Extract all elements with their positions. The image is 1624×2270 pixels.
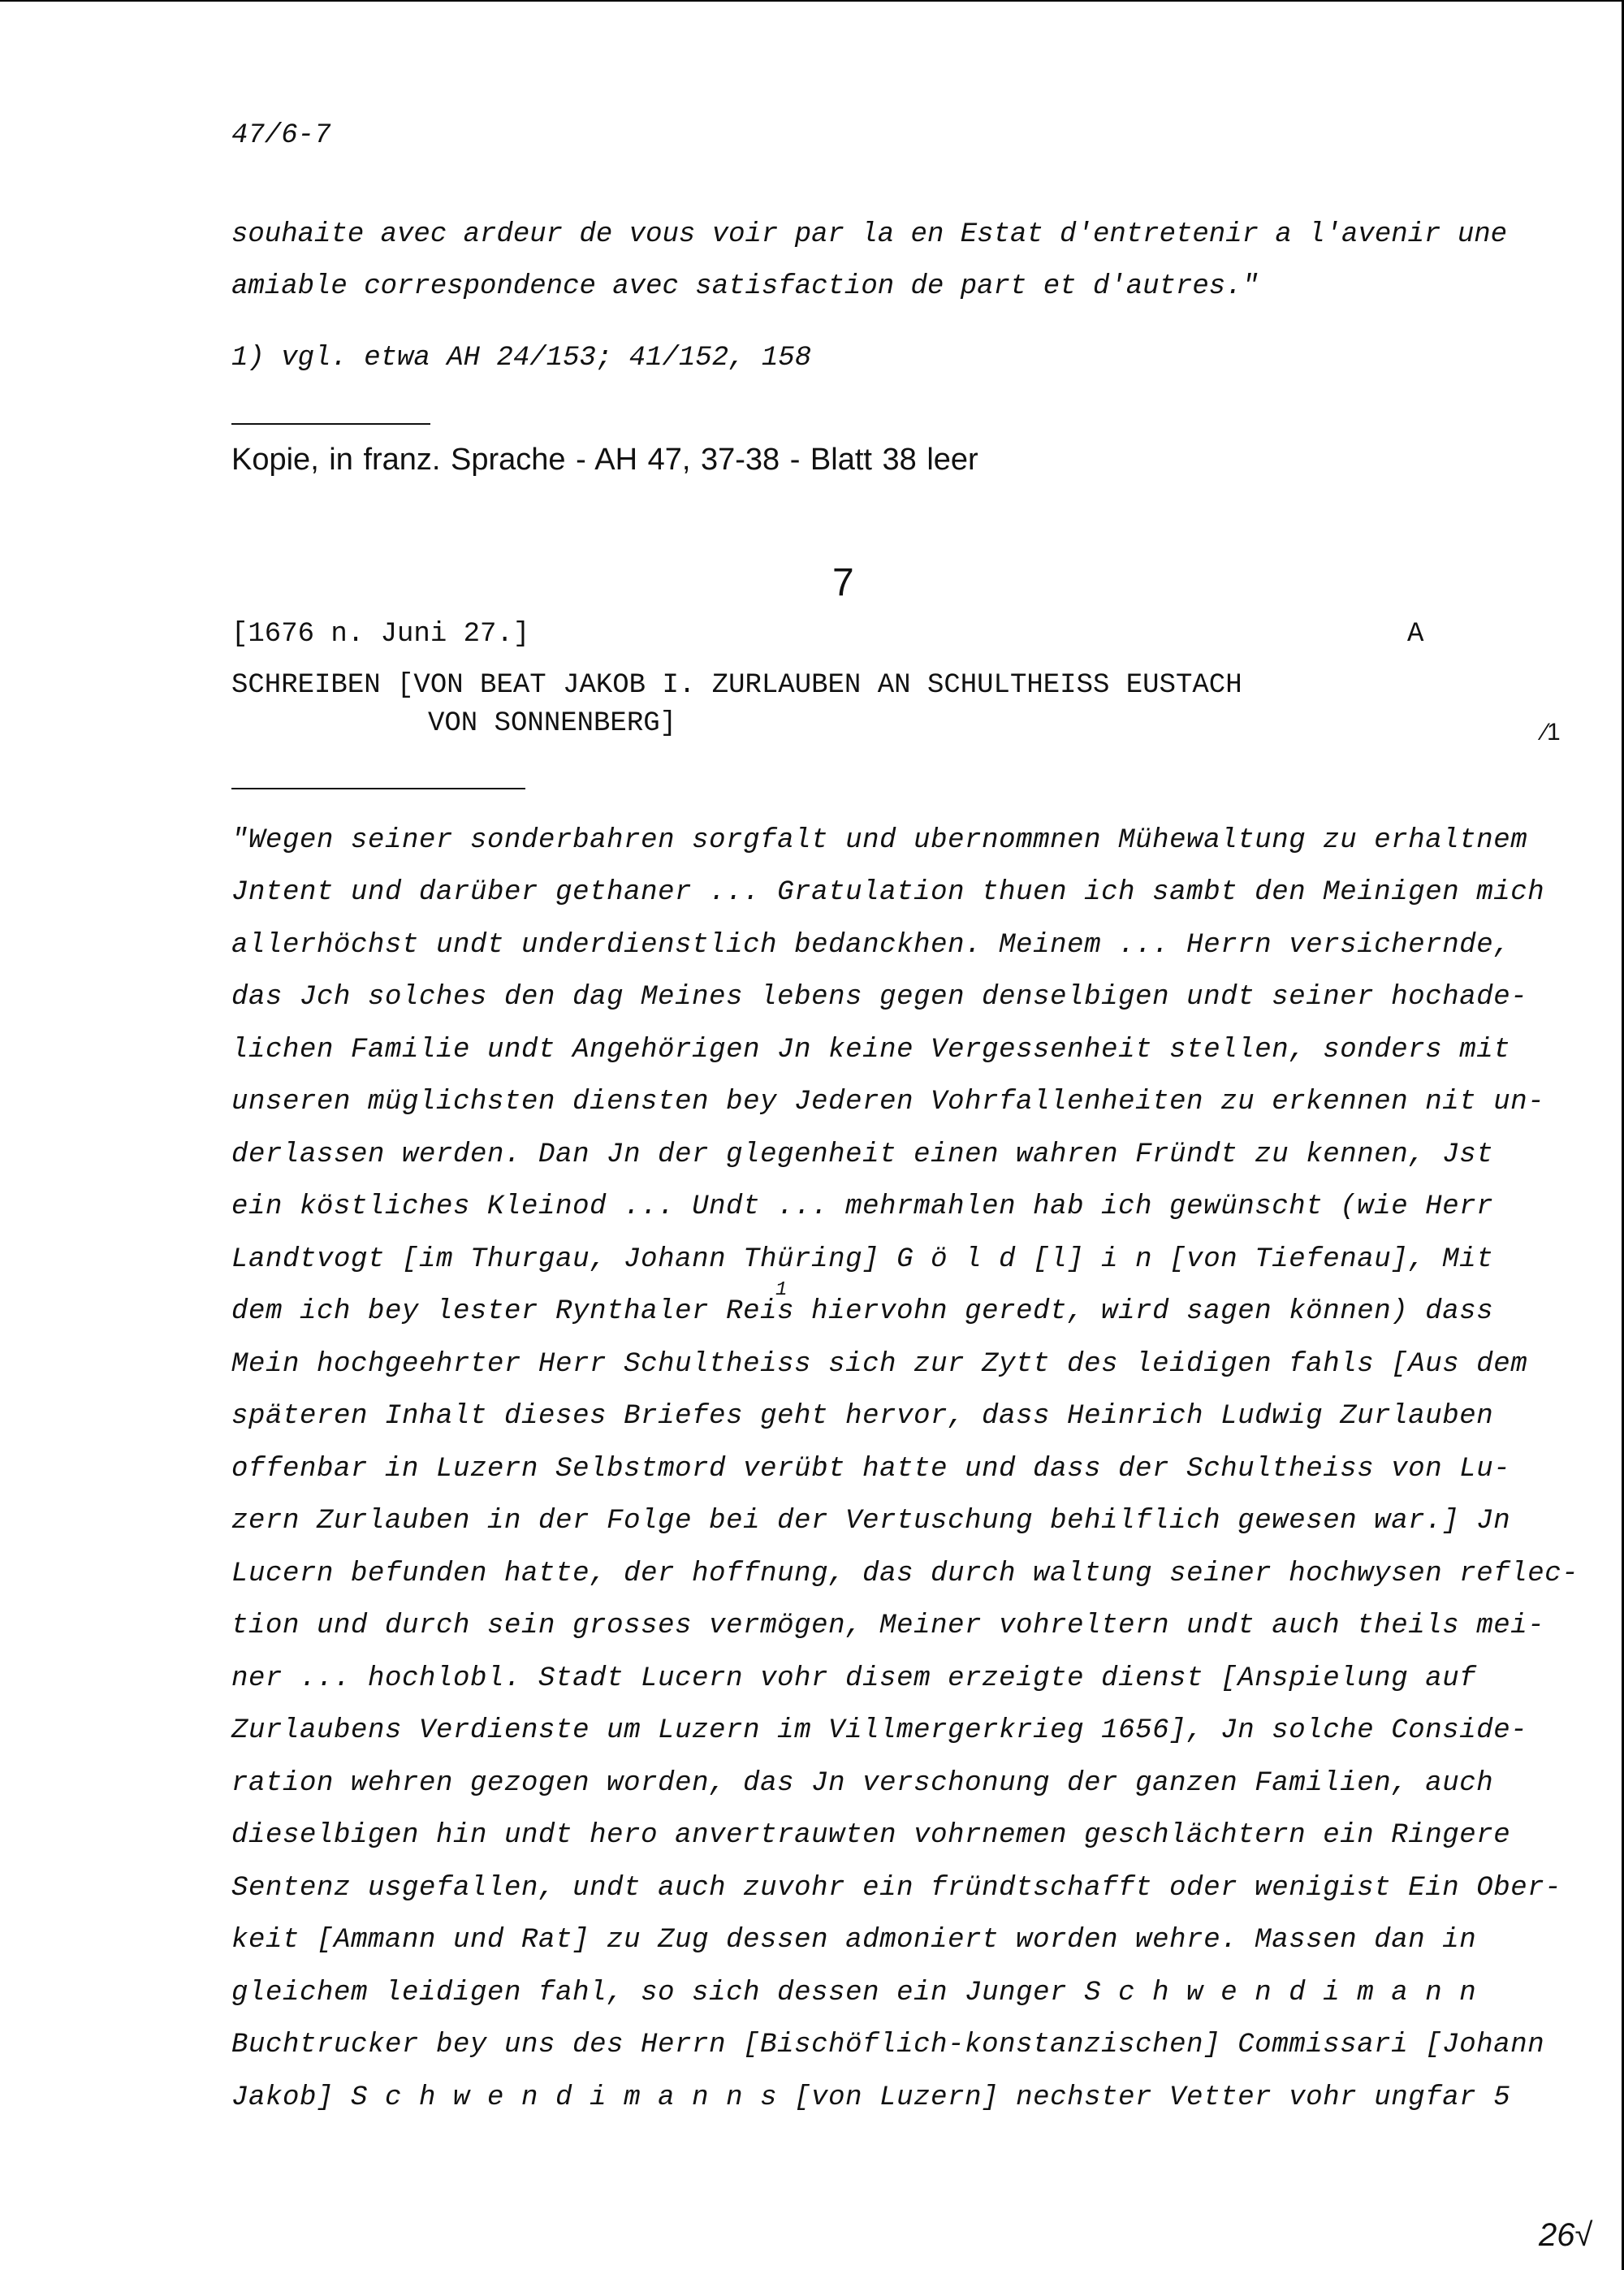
body-line: dieselbigen hin undt hero anvertrauwten vohrnemen geschlächtern ein Ringere: [231, 1820, 1511, 1851]
body-line: zern Zurlauben in der Folge bei der Vertuschung behilflich gewesen war.] Jn: [231, 1506, 1511, 1537]
document-marker: A: [1407, 619, 1424, 650]
body-line: ner ... hochlobl. Stadt Lucern vohr disem erzeigte dienst [Anspielung auf: [231, 1663, 1477, 1694]
footnote-divider: [231, 423, 430, 425]
handwritten-page-number: 26√: [1539, 2217, 1593, 2253]
document-number: 7: [832, 561, 854, 604]
body-line: lichen Familie undt Angehörigen Jn keine Vergessenheit stellen, sonders mit: [231, 1035, 1511, 1066]
footnote-reference: 1: [775, 1279, 788, 1301]
body-line: tion und durch sein grosses vermögen, Meiner vohreltern undt auch theils mei-: [231, 1611, 1545, 1641]
body-line: Buchtrucker bey uns des Herrn [Bischöflich-konstanzischen] Commissari [Johann: [231, 2030, 1545, 2060]
body-line: offenbar in Luzern Selbstmord verübt hatte und dass der Schultheiss von Lu-: [231, 1454, 1511, 1485]
body-line: ration wehren gezogen worden, das Jn verschonung der ganzen Familien, auch: [231, 1768, 1494, 1799]
body-line: derlassen werden. Dan Jn der glegenheit einen wahren Fründt zu kennen, Jst: [231, 1139, 1494, 1170]
source-note: Kopie, in franz. Sprache - AH 47, 37-38 - Blatt 38 leer: [231, 443, 978, 477]
body-line: unseren müglichsten diensten bey Jederen Vohrfallenheiten zu erkennen nit un-: [231, 1087, 1545, 1118]
body-line: keit [Ammann und Rat] zu Zug dessen admoniert worden wehre. Massen dan in: [231, 1925, 1477, 1956]
body-line: Landtvogt [im Thurgau, Johann Thüring] G ö l d [l] i n [von Tiefenau], Mit: [231, 1244, 1494, 1275]
body-line: gleichem leidigen fahl, so sich dessen ein Junger S c h w e n d i m a n n: [231, 1978, 1477, 2008]
body-line: Sentenz usgefallen, undt auch zuvohr ein fründtschafft oder wenigist Ein Ober-: [231, 1873, 1562, 1904]
body-line: Jakob] S c h w e n d i m a n n s [von Luzern] nechster Vetter vohr ungfar 5: [231, 2082, 1511, 2113]
body-line: das Jch solches den dag Meines lebens gegen denselbigen undt seiner hochade-: [231, 982, 1528, 1013]
body-line: Lucern befunden hatte, der hoffnung, das durch waltung seiner hochwysen reflec-: [231, 1559, 1579, 1589]
body-line: späteren Inhalt dieses Briefes geht hervor, dass Heinrich Ludwig Zurlauben: [231, 1401, 1494, 1432]
body-line: Zurlaubens Verdienste um Luzern im Villmergerkrieg 1656], Jn solche Conside-: [231, 1715, 1528, 1746]
body-line: allerhöchst undt underdienstlich bedanckhen. Meinem ... Herrn versichernde,: [231, 930, 1511, 961]
previous-text-line: amiable correspondence avec satisfaction de part et d'autres.": [231, 271, 1259, 302]
body-line: "Wegen seiner sonderbahren sorgfalt und ubernommnen Mühewaltung zu erhaltnem: [231, 825, 1528, 856]
title-divider: [231, 788, 525, 789]
page-reference: 47/6-7: [231, 120, 331, 151]
margin-mark: ⁄1: [1543, 719, 1561, 746]
body-line: ein köstliches Kleinod ... Undt ... mehrmahlen hab ich gewünscht (wie Herr: [231, 1191, 1494, 1222]
document-title: SCHREIBEN [VON BEAT JAKOB I. ZURLAUBEN AN SCHULTHEISS EUSTACH: [231, 670, 1242, 701]
page-border-top: [0, 0, 1624, 2]
document-title-continued: VON SONNENBERG]: [428, 708, 677, 739]
body-line: Jntent und darüber gethaner ... Gratulation thuen ich sambt den Meinigen mich: [231, 877, 1545, 908]
document-date: [1676 n. Juni 27.]: [231, 619, 530, 650]
body-line: dem ich bey lester Rynthaler Reis hiervohn geredt, wird sagen können) dass: [231, 1296, 1494, 1327]
previous-text-line: souhaite avec ardeur de vous voir par la en Estat d'entretenir a l'avenir une: [231, 219, 1508, 250]
footnote: 1) vgl. etwa AH 24/153; 41/152, 158: [231, 343, 812, 374]
body-line: Mein hochgeehrter Herr Schultheiss sich zur Zytt des leidigen fahls [Aus dem: [231, 1349, 1528, 1380]
